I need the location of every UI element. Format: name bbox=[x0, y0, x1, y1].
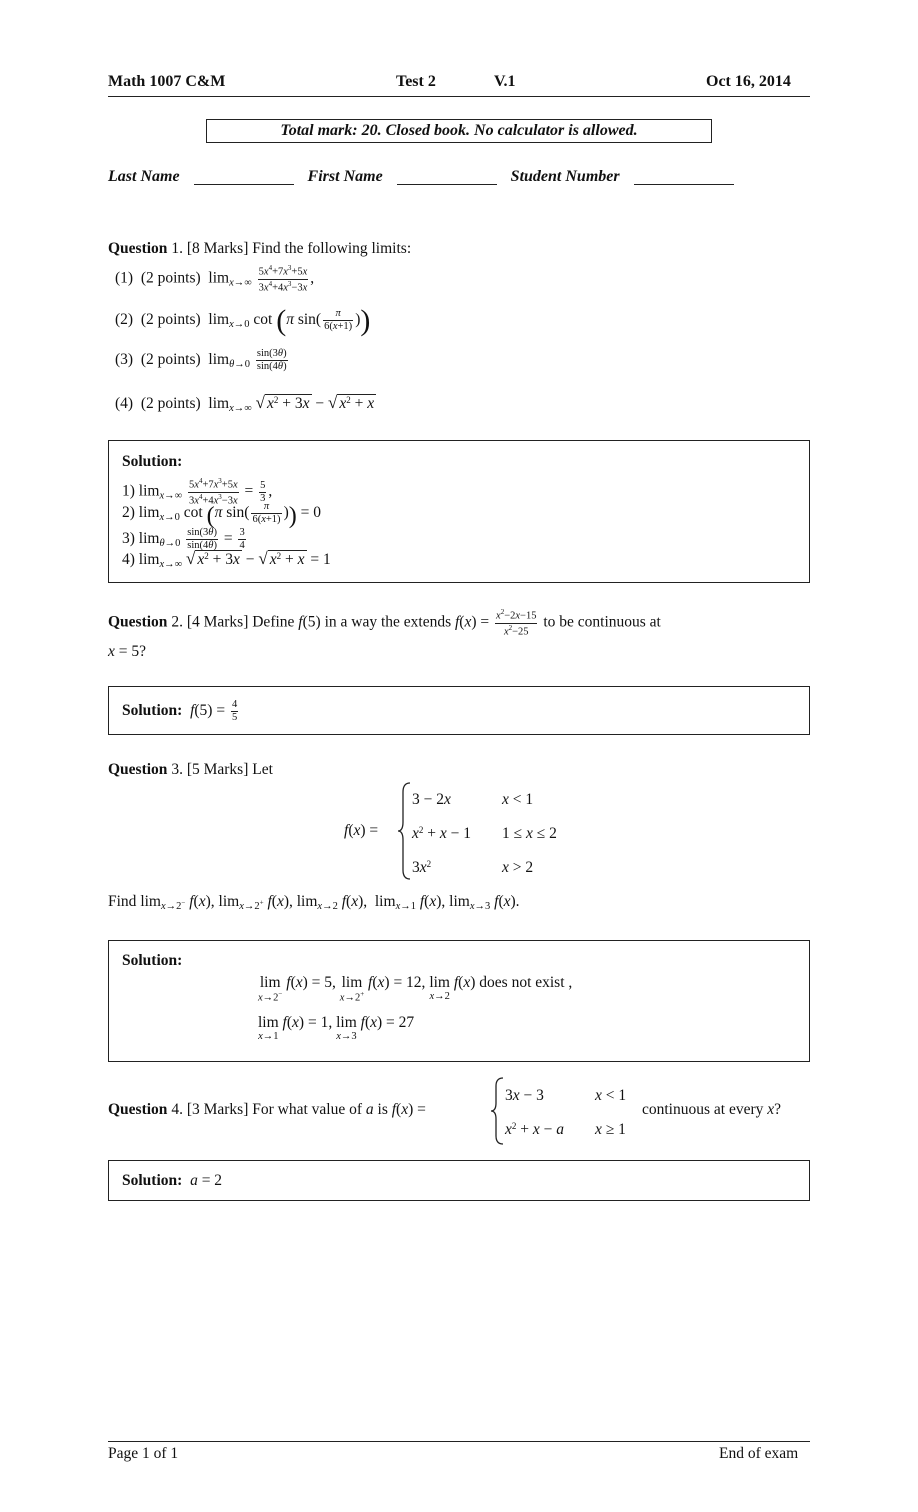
page-number: Page 1 of 1 bbox=[108, 1445, 179, 1462]
course-title: Math 1007 C&M bbox=[108, 73, 226, 90]
solution-3-line-1: lim x→2− f(x) = 5, lim x→2+ f(x) = 12, lim x→2 f(x) does not exist , bbox=[258, 974, 573, 1004]
solution-2-line: Solution: f(5) = $\frac{4}{5}$ bbox=[122, 699, 238, 724]
q4-cond-2: x ≥ 1 bbox=[595, 1121, 626, 1138]
question-1-part-4: (4) (2 points) $\lim_{x\to\infty}$ √ $x^2 + 3x$ − √ $x^2 + x$ bbox=[115, 393, 375, 414]
question-1-part-2: (2) (2 points) $\lim_{x\to 0} \cot (\pi$ sin( $\frac{\pi}{6(x+1)}$ )) bbox=[115, 304, 371, 337]
q3-cond-3: x > 2 bbox=[502, 859, 534, 876]
header-rule bbox=[108, 96, 810, 97]
q3-piece-1: 3 − 2x bbox=[412, 791, 451, 808]
q3-piece-2: $x^2 + x - 1$ bbox=[412, 825, 472, 842]
question-4-text: Question 4. [3 Marks] For what value of a is f(x) = bbox=[108, 1101, 426, 1118]
solution-4-line: Solution: a = 2 bbox=[122, 1172, 223, 1189]
q3-function-lhs: f(x) = bbox=[344, 822, 379, 839]
exam-date: Oct 16, 2014 bbox=[706, 73, 791, 90]
q3-cond-2: 1 ≤ x ≤ 2 bbox=[502, 825, 557, 842]
q4-cond-1: x < 1 bbox=[595, 1087, 627, 1104]
last-name-blank[interactable] bbox=[194, 184, 294, 185]
q3-piece-3: $3x^2$ bbox=[412, 859, 432, 876]
solution-1-label: Solution: bbox=[122, 453, 183, 470]
student-number-label: Student Number bbox=[510, 168, 620, 185]
question-1-part-1: (1) (2 points) $\lim_{x\to\infty}$ $\frac{5x^4+7x^3+5x}{3x^4+4x^3-3x}$ , bbox=[115, 264, 315, 294]
solution-3-box bbox=[108, 940, 810, 1062]
question-2: Question 2. [4 Marks] Define f(5) in a way the extends f(x) = $\frac{x^2-2x-15}{x^2-25}$ to be continuous at x = 5? bbox=[108, 608, 661, 661]
q4-piece-1: 3x − 3 bbox=[505, 1087, 544, 1104]
q3-cond-1: x < 1 bbox=[502, 791, 534, 808]
name-fields bbox=[108, 168, 734, 186]
instructions-box: Total mark: 20. Closed book. No calculator is allowed. bbox=[206, 119, 712, 143]
student-number-blank[interactable] bbox=[634, 184, 734, 185]
solution-3-line-2: lim x→1 f(x) = 1, lim x→3 f(x) = 27 bbox=[258, 1014, 415, 1043]
first-name-label: First Name bbox=[307, 168, 383, 185]
q3-brace bbox=[398, 782, 402, 880]
solution-1-line-4: 4) $\lim_{x\to\infty}$ √ $x^2 + 3x$ − √ $x^2 + x = 1$ bbox=[122, 549, 331, 570]
test-title: Test 2 bbox=[396, 73, 436, 90]
q4-piece-2: $x^2 + x - a$ bbox=[505, 1121, 565, 1138]
last-name-label: Last Name bbox=[108, 168, 180, 185]
end-of-exam: End of exam bbox=[719, 1445, 799, 1462]
solution-1-line-3: 3) $\lim_{\theta\to 0}$ $\frac{\sin(3\theta)}{\sin(4\theta)}$ = $\frac{3}{4}$ bbox=[122, 527, 245, 552]
solution-1-line-1: 1) $\lim_{x\to\infty}$ $\frac{5x^4+7x^3+5x}{3x^4+4x^3-3x}$ = $\frac{5}{3}$ , bbox=[122, 477, 273, 507]
solution-4-box bbox=[108, 1160, 810, 1201]
version-label: V.1 bbox=[494, 73, 516, 90]
solution-3-label: Solution: bbox=[122, 952, 183, 969]
solution-1-line-2: 2) $\lim_{x\to 0} \cot (\pi$ sin( $\frac{\pi}{6(x+1)}$ )) = 0 bbox=[122, 501, 321, 530]
question-1-heading: Question 1. [8 Marks] Find the following limits: bbox=[108, 240, 412, 257]
question-3-heading: Question 3. [5 Marks] Let bbox=[108, 761, 273, 778]
q4-brace bbox=[491, 1077, 505, 1150]
question-1-part-3: (3) (2 points) $\lim_{\theta\to 0}$ $\frac{\sin(3\theta)}{\sin(4\theta)}$ bbox=[115, 348, 287, 373]
solution-1-box bbox=[108, 440, 810, 583]
first-name-blank[interactable] bbox=[397, 184, 497, 185]
question-3-find: Find $\lim_{x\to 2^-} f(x)$, $\lim_{x\to 2^+} f(x)$, $\lim_{x\to 2} f(x)$, $\lim_{x\to 1} f(x)$, $\lim_{x\to 3} f(x)$. bbox=[108, 893, 520, 912]
question-4-tail: continuous at every x? bbox=[642, 1101, 782, 1118]
solution-2-box bbox=[108, 686, 810, 735]
footer-rule bbox=[108, 1441, 810, 1442]
